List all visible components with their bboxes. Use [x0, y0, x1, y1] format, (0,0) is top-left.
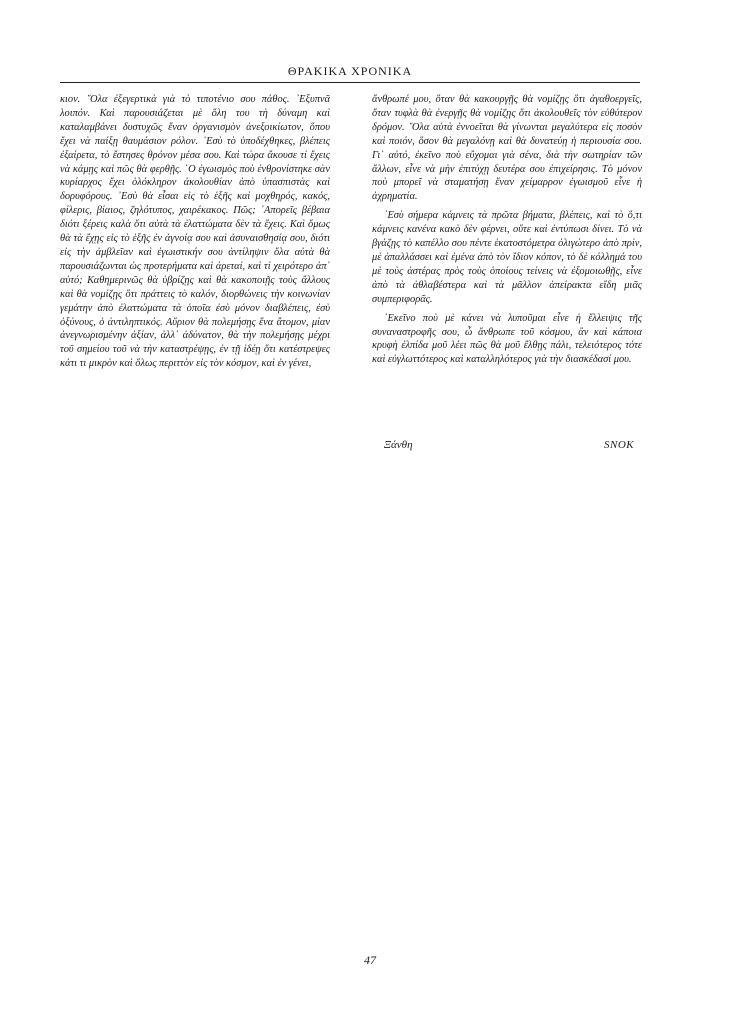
right-column: [372, 93, 642, 367]
right-paragraph-1: ἄνθρωπέ μου, ὅταν θὰ κακουργῇς θὰ νομίζῃς ὅτι ἀγαθοεργεῖς, ὅταν τυφλὰ θὰ ἐνεργῇς θὰ νομίζῃς ὅτι ἀκολουθεῖς τὸν εὐθύτερον δρόμον. ῞Ολα αὐτὰ ἐννοεῖται θὰ γίνωνται μεγαλύτερα εἰς ποσὸν καὶ ποιόν, ὅσον θὰ μεγαλόνῃ καὶ θὰ δυνατεύῃ ἡ περιουσία σου. Γι᾿ αὐτό, ἐκεῖνο ποὺ εὔχομαι γιὰ σένα, διὰ τὴν σωτηρίαν τῶν ἄλλων, εἶνε νὰ μὴν ἐπιτύχῃ δευτέρα σου ἐπιχείρησις. Τὸ μόνον ποὺ μπορεῖ νὰ σταματήσῃ ἕναν χείμαρρον ἐγωισμοῦ εἶνε ἡ ἀχρηματία.: [372, 94, 642, 203]
left-column: [60, 93, 330, 371]
running-header: ΘΡΑΚΙΚΑ ΧΡΟΝΙΚΑ: [287, 64, 413, 78]
signature-author: SNOK: [604, 439, 635, 451]
right-paragraph-2: ᾿Εσὺ σήμερα κάμνεις τὰ πρῶτα βήματα, βλέπεις, καὶ τὸ ὅ,τι κάμνεις κανένα κακὸ δὲν φέρνει, οὔτε καὶ ἐντύπωσι δίνει. Τὸ νὰ βγάζῃς τὸ καπέλλο σου πέντε ἑκατοστόμετρα ὀλιγώτερο ἀπὸ πρίν, μὲ ἀπαλλάσσει καὶ ἐμένα ἀπὸ τὸν ἴδιον κόπον, τὸ δὲ κόλλημά του μὲ τοὺς ἀστέρας πρὸς τοὺς ὁποίους τείνεις νὰ ἐξομοιωθῇς, εἶνε ἀπὸ τὰ ἀθλαβέστερα καὶ τὰ μᾶλλον ἀπείρακτα εἴδη μιᾶς συμπεριφορᾶς.: [372, 210, 642, 305]
header-rule: [60, 82, 640, 83]
page-number: 47: [364, 953, 376, 967]
left-paragraph-1: κιον. ῞Ολα ἐξεγερτικὰ γιὰ τὸ τιποτένιο σου πάθος. ᾿Εξυπνᾶ λοιπόν. Καὶ παρουσιάζεται μὲ ὅλη του τὴ δύναμη καὶ καταλαμβάνει δυστυχῶς ἕναν ὀργανισμὸν ἀνεξοικίωτον, ὅπου ἔχει νὰ παίξῃ θαυμάσιον ρόλον. ᾿Εσὺ τὸ ὑποδέχθηκες, βλέπεις ἐξαίρετα, τὸ ἔστησες θρόνον μέσα σου. Καὶ τώρα ἄκουσε τί ἔχεις νὰ κάμῃς καὶ πῶς θὰ φερθῇς. ῾Ο ἐγωισμὸς ποὺ ἐνθρονίστηκε σὰν κυρίαρχος ἔχει ὁλόκληρον ἀκολουθίαν ἀπὸ ὑπασπιστὰς καὶ δορυφόρους. ᾿Εσὺ θὰ εἶσαι εἰς τὸ ἑξῆς καὶ μοχθηρός, κακός, φίλερις, βίαιος, ζηλότυπος, χαιρέκακος. Πῶς; ᾿Απορεῖς βέβαια διότι ξέρεις καλὰ ὅτι αὐτὰ τὰ ἐλαττώματα δὲν τὰ ἔχεις. Καὶ ὅμως θὰ τὰ ἔχῃς εἰς τὸ ἑξῆς ἐν ἀγνοίᾳ σου καὶ ἀσυναισθησίᾳ σου, διότι εἰς τὴν ἀμβλεῖαν καὶ ἐγωιστικήν σου ἀντίληψιν ὅλα αὐτὰ θὰ παρουσιάζωνται ὡς προτερήματα καὶ ἀρεταί, καὶ τί χειρότερο ἀπ᾿ αὐτό; Καθημερινῶς θὰ ὑβρίζῃς καὶ θὰ κακοποιῇς τοὺς ἄλλους καὶ θὰ νομίζῃς ὅτι πράττεις τὸ καλόν, διορθώνεις τὴν κοινωνίαν γεμάτην ἀπὸ ἐλαττώματα τὰ ὁποῖα ἐσὺ μόνον διαβλέπεις, ἐσὺ ὀξύνους, ὁ ἀντιληπτικός. Αὔριον θὰ πολεμήσῃς ἕνα ἄτομον, μίαν ἀνεγνωρισμένην ἀξίαν, ἀλλ᾿ ἀδύνατον, θὰ τὴν πολεμήσῃς μέχρι τοῦ σημείου τοῦ νὰ τὴν καταστρέψῃς, ἐν τῇ ἰδέῃ ὅτι κατέστρεψες κάτι τι μικρὸν καὶ ὅλως περιττὸν εἰς τὸν κόσμον, καὶ ἐν γένει,: [60, 94, 330, 370]
right-paragraph-3: ᾿Εκεῖνο ποὺ μὲ κάνει νὰ λυποῦμαι εἶνε ἡ ἔλλειψις τῆς συναναστροφῆς σου, ὦ ἄνθρωπε τοῦ κόσμου, ἂν καὶ κάποια κρυφὴ ἐλπίδα μοῦ λέει πῶς θὰ μοῦ ἔλθῃς πάλι, τελειότερος τότε καὶ εὐγλωττότερος καὶ καταλληλότερος γιὰ τὴν διασκέδασί μου.: [372, 312, 642, 366]
signature-place: Ξάνθη: [384, 439, 413, 451]
